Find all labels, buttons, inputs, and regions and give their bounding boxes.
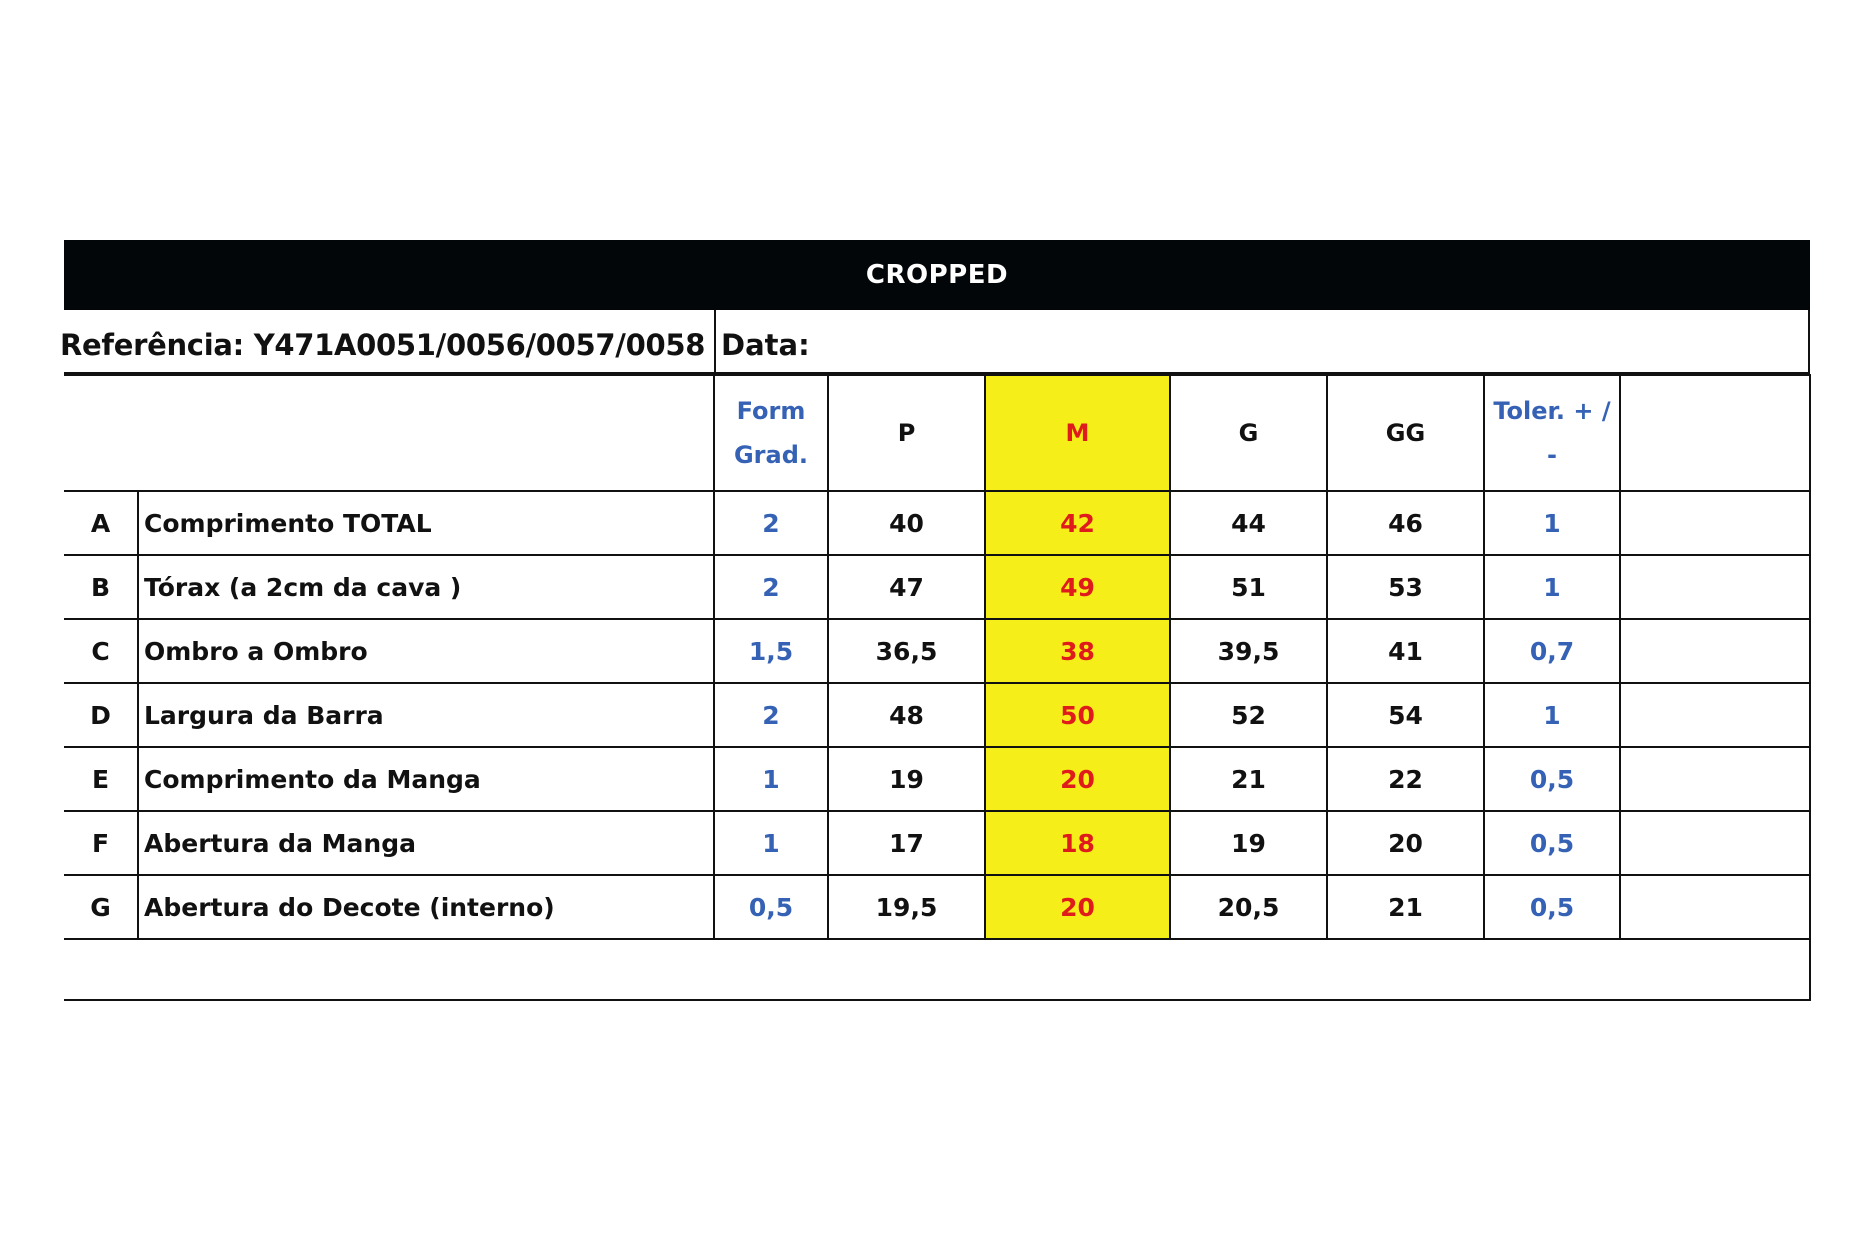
row-extra-cell — [1620, 555, 1810, 619]
row-measure: Abertura da Manga — [138, 811, 714, 875]
row-size-m: 20 — [985, 747, 1170, 811]
row-size-p: 47 — [828, 555, 985, 619]
footer-blank-cell — [64, 939, 1810, 1000]
row-measure: Comprimento da Manga — [138, 747, 714, 811]
row-size-p: 36,5 — [828, 619, 985, 683]
measurement-table — [64, 374, 1811, 1001]
row-code: C — [64, 619, 138, 683]
row-grading: 2 — [714, 555, 828, 619]
table-footer-row — [64, 939, 1810, 1000]
header-tolerance-line2: - — [1547, 441, 1557, 469]
header-tolerance-line1: Toler. + / — [1493, 397, 1611, 425]
row-code: F — [64, 811, 138, 875]
date-label: Data: — [721, 328, 810, 362]
row-tolerance: 0,5 — [1484, 747, 1620, 811]
row-measure: Abertura do Decote (interno) — [138, 875, 714, 939]
row-extra-cell — [1620, 683, 1810, 747]
row-size-m: 49 — [985, 555, 1170, 619]
row-code: E — [64, 747, 138, 811]
row-tolerance: 1 — [1484, 555, 1620, 619]
table-row — [64, 875, 1810, 939]
row-tolerance: 0,5 — [1484, 875, 1620, 939]
row-size-m: 20 — [985, 875, 1170, 939]
header-grading-line1: Form — [736, 397, 806, 425]
header-size-g: G — [1170, 375, 1327, 491]
row-size-g: 39,5 — [1170, 619, 1327, 683]
sheet-title: CROPPED — [64, 240, 1810, 310]
table-row — [64, 619, 1810, 683]
row-code: B — [64, 555, 138, 619]
reference-divider — [714, 310, 716, 374]
table-row — [64, 811, 1810, 875]
header-size-m: M — [985, 375, 1170, 491]
reference-label: Referência: Y471A0051/0056/0057/0058 — [60, 328, 706, 362]
header-tolerance — [1484, 375, 1620, 491]
row-size-p: 19,5 — [828, 875, 985, 939]
row-grading: 1 — [714, 811, 828, 875]
row-size-m: 50 — [985, 683, 1170, 747]
row-size-gg: 41 — [1327, 619, 1484, 683]
row-size-g: 52 — [1170, 683, 1327, 747]
row-extra-cell — [1620, 491, 1810, 555]
table-header-row — [64, 375, 1810, 491]
row-code: A — [64, 491, 138, 555]
row-extra-cell — [1620, 619, 1810, 683]
row-size-p: 48 — [828, 683, 985, 747]
row-size-gg: 20 — [1327, 811, 1484, 875]
row-size-gg: 53 — [1327, 555, 1484, 619]
row-size-p: 19 — [828, 747, 985, 811]
row-tolerance: 1 — [1484, 683, 1620, 747]
row-tolerance: 0,5 — [1484, 811, 1620, 875]
row-tolerance: 0,7 — [1484, 619, 1620, 683]
row-size-g: 51 — [1170, 555, 1327, 619]
row-grading: 2 — [714, 491, 828, 555]
row-measure: Largura da Barra — [138, 683, 714, 747]
row-size-g: 19 — [1170, 811, 1327, 875]
row-code: G — [64, 875, 138, 939]
row-size-gg: 46 — [1327, 491, 1484, 555]
row-grading: 1 — [714, 747, 828, 811]
row-grading: 1,5 — [714, 619, 828, 683]
row-size-g: 21 — [1170, 747, 1327, 811]
header-blank-cell — [64, 375, 714, 491]
row-measure: Comprimento TOTAL — [138, 491, 714, 555]
row-extra-cell — [1620, 747, 1810, 811]
row-size-g: 20,5 — [1170, 875, 1327, 939]
row-measure: Tórax (a 2cm da cava ) — [138, 555, 714, 619]
row-grading: 0,5 — [714, 875, 828, 939]
row-size-m: 38 — [985, 619, 1170, 683]
row-size-p: 40 — [828, 491, 985, 555]
right-border — [1808, 310, 1810, 374]
row-extra-cell — [1620, 875, 1810, 939]
header-grading — [714, 375, 828, 491]
table-row — [64, 555, 1810, 619]
table-row — [64, 683, 1810, 747]
reference-row — [60, 310, 1810, 374]
row-size-m: 42 — [985, 491, 1170, 555]
measurement-sheet — [60, 240, 1810, 1001]
row-size-g: 44 — [1170, 491, 1327, 555]
row-size-gg: 54 — [1327, 683, 1484, 747]
table-row — [64, 491, 1810, 555]
header-size-p: P — [828, 375, 985, 491]
row-extra-cell — [1620, 811, 1810, 875]
row-grading: 2 — [714, 683, 828, 747]
row-size-p: 17 — [828, 811, 985, 875]
table-row — [64, 747, 1810, 811]
row-size-gg: 21 — [1327, 875, 1484, 939]
row-size-gg: 22 — [1327, 747, 1484, 811]
row-tolerance: 1 — [1484, 491, 1620, 555]
header-grading-line2: Grad. — [733, 441, 809, 469]
row-size-m: 18 — [985, 811, 1170, 875]
row-measure: Ombro a Ombro — [138, 619, 714, 683]
row-code: D — [64, 683, 138, 747]
header-extra-cell — [1620, 375, 1810, 491]
header-size-gg: GG — [1327, 375, 1484, 491]
